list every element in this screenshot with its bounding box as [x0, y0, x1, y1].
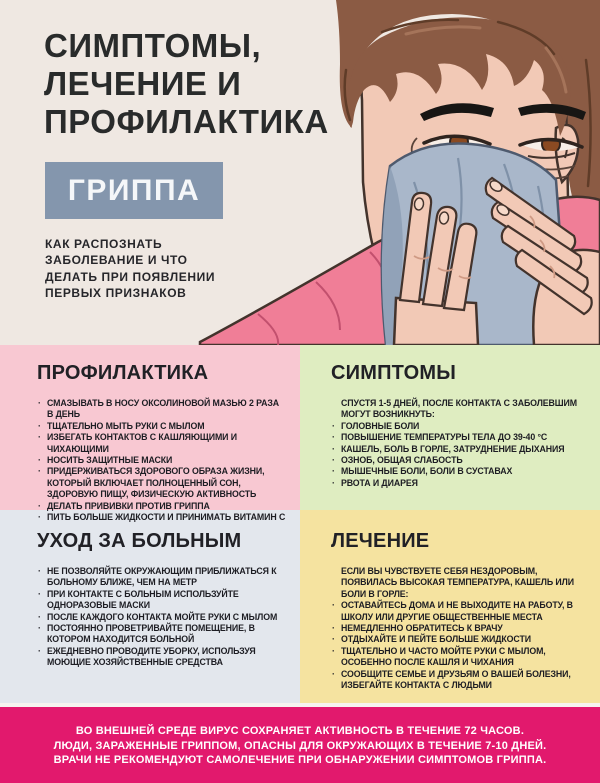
page-title [44, 27, 329, 141]
panel-prevention [0, 345, 300, 523]
banner-line-1: ВО ВНЕШНЕЙ СРЕДЕ ВИРУС СОХРАНЯЕТ АКТИВНОСТЬ В ТЕЧЕНИЕ 72 ЧАСОВ. [75, 725, 525, 737]
panel-treatment-title: ЛЕЧЕНИЕ [331, 530, 430, 552]
panel-symptoms-title: СИМПТОМЫ [331, 362, 456, 384]
title-line-3: ПРОФИЛАКТИКА [44, 103, 329, 140]
subtitle-line-4: ПЕРВЫХ ПРИЗНАКОВ [45, 286, 187, 301]
treatment-list [331, 600, 587, 691]
care-item: · ПОСТОЯННО ПРОВЕТРИВАЙТЕ ПОМЕЩЕНИЕ, В КОТОРОМ НАХОДИТСЯ БОЛЬНОЙ [37, 623, 287, 646]
panel-treatment-body [331, 566, 587, 691]
symptom-item: · ПОВЫШЕНИЕ ТЕМПЕРАТУРЫ ТЕЛА ДО 39-40 °С [331, 432, 587, 443]
panel-treatment [300, 510, 600, 703]
care-item: · НЕ ПОЗВОЛЯЙТЕ ОКРУЖАЮЩИМ ПРИБЛИЖАТЬСЯ К БОЛЬНОМУ БЛИЖЕ, ЧЕМ НА МЕТР [37, 566, 287, 589]
subtitle [45, 236, 215, 302]
symptom-item: · МЫШЕЧНЫЕ БОЛИ, БОЛИ В СУСТАВАХ [331, 466, 587, 477]
symptom-item: · ГОЛОВНЫЕ БОЛИ [331, 421, 587, 432]
header-section [0, 0, 600, 345]
panel-care [0, 510, 300, 703]
panel-prevention-body [37, 398, 287, 523]
info-panels-grid [0, 345, 600, 703]
prevention-item: · СМАЗЫВАТЬ В НОСУ ОКСОЛИНОВОЙ МАЗЬЮ 2 РАЗА В ДЕНЬ [37, 398, 287, 421]
warning-banner [0, 707, 600, 783]
prevention-item: · НОСИТЬ ЗАЩИТНЫЕ МАСКИ [37, 455, 287, 466]
title-line-1: СИМПТОМЫ, [44, 27, 262, 64]
care-item: · ЕЖЕДНЕВНО ПРОВОДИТЕ УБОРКУ, ИСПОЛЬЗУЯ МОЮЩИЕ ХОЗЯЙСТВЕННЫЕ СРЕДСТВА [37, 646, 287, 669]
subtitle-line-1: КАК РАСПОЗНАТЬ [45, 237, 163, 251]
flu-badge: ГРИППА [45, 162, 223, 219]
symptoms-intro: СПУСТЯ 1-5 ДНЕЙ, ПОСЛЕ КОНТАКТА С ЗАБОЛЕВШИМ МОГУТ ВОЗНИКНУТЬ: [341, 398, 577, 420]
treatment-intro: ЕСЛИ ВЫ ЧУВСТВУЕТЕ СЕБЯ НЕЗДОРОВЫМ, ПОЯВИЛАСЬ ВЫСОКАЯ ТЕМПЕРАТУРА, КАШЕЛЬ ИЛИ БОЛИ В ГОРЛЕ: [341, 566, 574, 599]
care-item: · ПОСЛЕ КАЖДОГО КОНТАКТА МОЙТЕ РУКИ С МЫЛОМ [37, 612, 287, 623]
prevention-item: · ТЩАТЕЛЬНО МЫТЬ РУКИ С МЫЛОМ [37, 421, 287, 432]
panel-symptoms [300, 345, 600, 510]
panel-care-title: УХОД ЗА БОЛЬНЫМ [37, 530, 242, 552]
subtitle-line-3: ДЕЛАТЬ ПРИ ПОЯВЛЕНИИ [45, 269, 216, 284]
prevention-item: · ПРИДЕРЖИВАТЬСЯ ЗДОРОВОГО ОБРАЗА ЖИЗНИ, КОТОРЫЙ ВКЛЮЧАЕТ ПОЛНОЦЕННЫЙ СОН, ЗДОРОВУЮ ПИЩУ, ФИЗИЧЕСКУЮ АКТИВНОСТЬ [37, 466, 287, 500]
care-item: · ПРИ КОНТАКТЕ С БОЛЬНЫМ ИСПОЛЬЗУЙТЕ ОДНОРАЗОВЫЕ МАСКИ [37, 589, 287, 612]
care-list [37, 566, 287, 669]
panel-prevention-title: ПРОФИЛАКТИКА [37, 362, 209, 384]
prevention-list [37, 398, 287, 523]
treatment-item: · ОТДЫХАЙТЕ И ПЕЙТЕ БОЛЬШЕ ЖИДКОСТИ [331, 634, 587, 645]
subtitle-line-2: ЗАБОЛЕВАНИЕ И ЧТО [45, 253, 188, 268]
title-line-2: ЛЕЧЕНИЕ И [44, 65, 242, 102]
prevention-item: · ПИТЬ БОЛЬШЕ ЖИДКОСТИ И ПРИНИМАТЬ ВИТАМИН С [37, 512, 287, 523]
treatment-item: · ТЩАТЕЛЬНО И ЧАСТО МОЙТЕ РУКИ С МЫЛОМ, ОСОБЕННО ПОСЛЕ КАШЛЯ И ЧИХАНИЯ [331, 646, 587, 669]
symptom-item: · ОЗНОБ, ОБЩАЯ СЛАБОСТЬ [331, 455, 587, 466]
treatment-item: · ОСТАВАЙТЕСЬ ДОМА И НЕ ВЫХОДИТЕ НА РАБОТУ, В ШКОЛУ ИЛИ ДРУГИЕ ОБЩЕСТВЕННЫЕ МЕСТА [331, 600, 587, 623]
prevention-item: · ИЗБЕГАТЬ КОНТАКТОВ С КАШЛЯЮЩИМИ И ЧИХАЮЩИМИ [37, 432, 287, 455]
banner-line-3: ВРАЧИ НЕ РЕКОМЕНДУЮТ САМОЛЕЧЕНИЕ ПРИ ОБНАРУЖЕНИИ СИМПТОМОВ ГРИППА. [53, 754, 547, 767]
symptom-item: · КАШЕЛЬ, БОЛЬ В ГОРЛЕ, ЗАТРУДНЕНИЕ ДЫХАНИЯ [331, 444, 587, 455]
symptom-item: · РВОТА И ДИАРЕЯ [331, 478, 587, 489]
treatment-item: · НЕМЕДЛЕННО ОБРАТИТЕСЬ К ВРАЧУ [331, 623, 587, 634]
prevention-item: · ДЕЛАТЬ ПРИВИВКИ ПРОТИВ ГРИППА [37, 501, 287, 512]
panel-symptoms-body [331, 398, 587, 489]
panel-care-body [37, 566, 287, 669]
symptoms-list [331, 421, 587, 489]
treatment-item: · СООБЩИТЕ СЕМЬЕ И ДРУЗЬЯМ О ВАШЕЙ БОЛЕЗНИ, ИЗБЕГАЙТЕ КОНТАКТА С ЛЮДЬМИ [331, 669, 587, 692]
banner-line-2: ЛЮДИ, ЗАРАЖЕННЫЕ ГРИППОМ, ОПАСНЫ ДЛЯ ОКРУЖАЮЩИХ В ТЕЧЕНИЕ 7-10 ДНЕЙ. [53, 739, 547, 752]
